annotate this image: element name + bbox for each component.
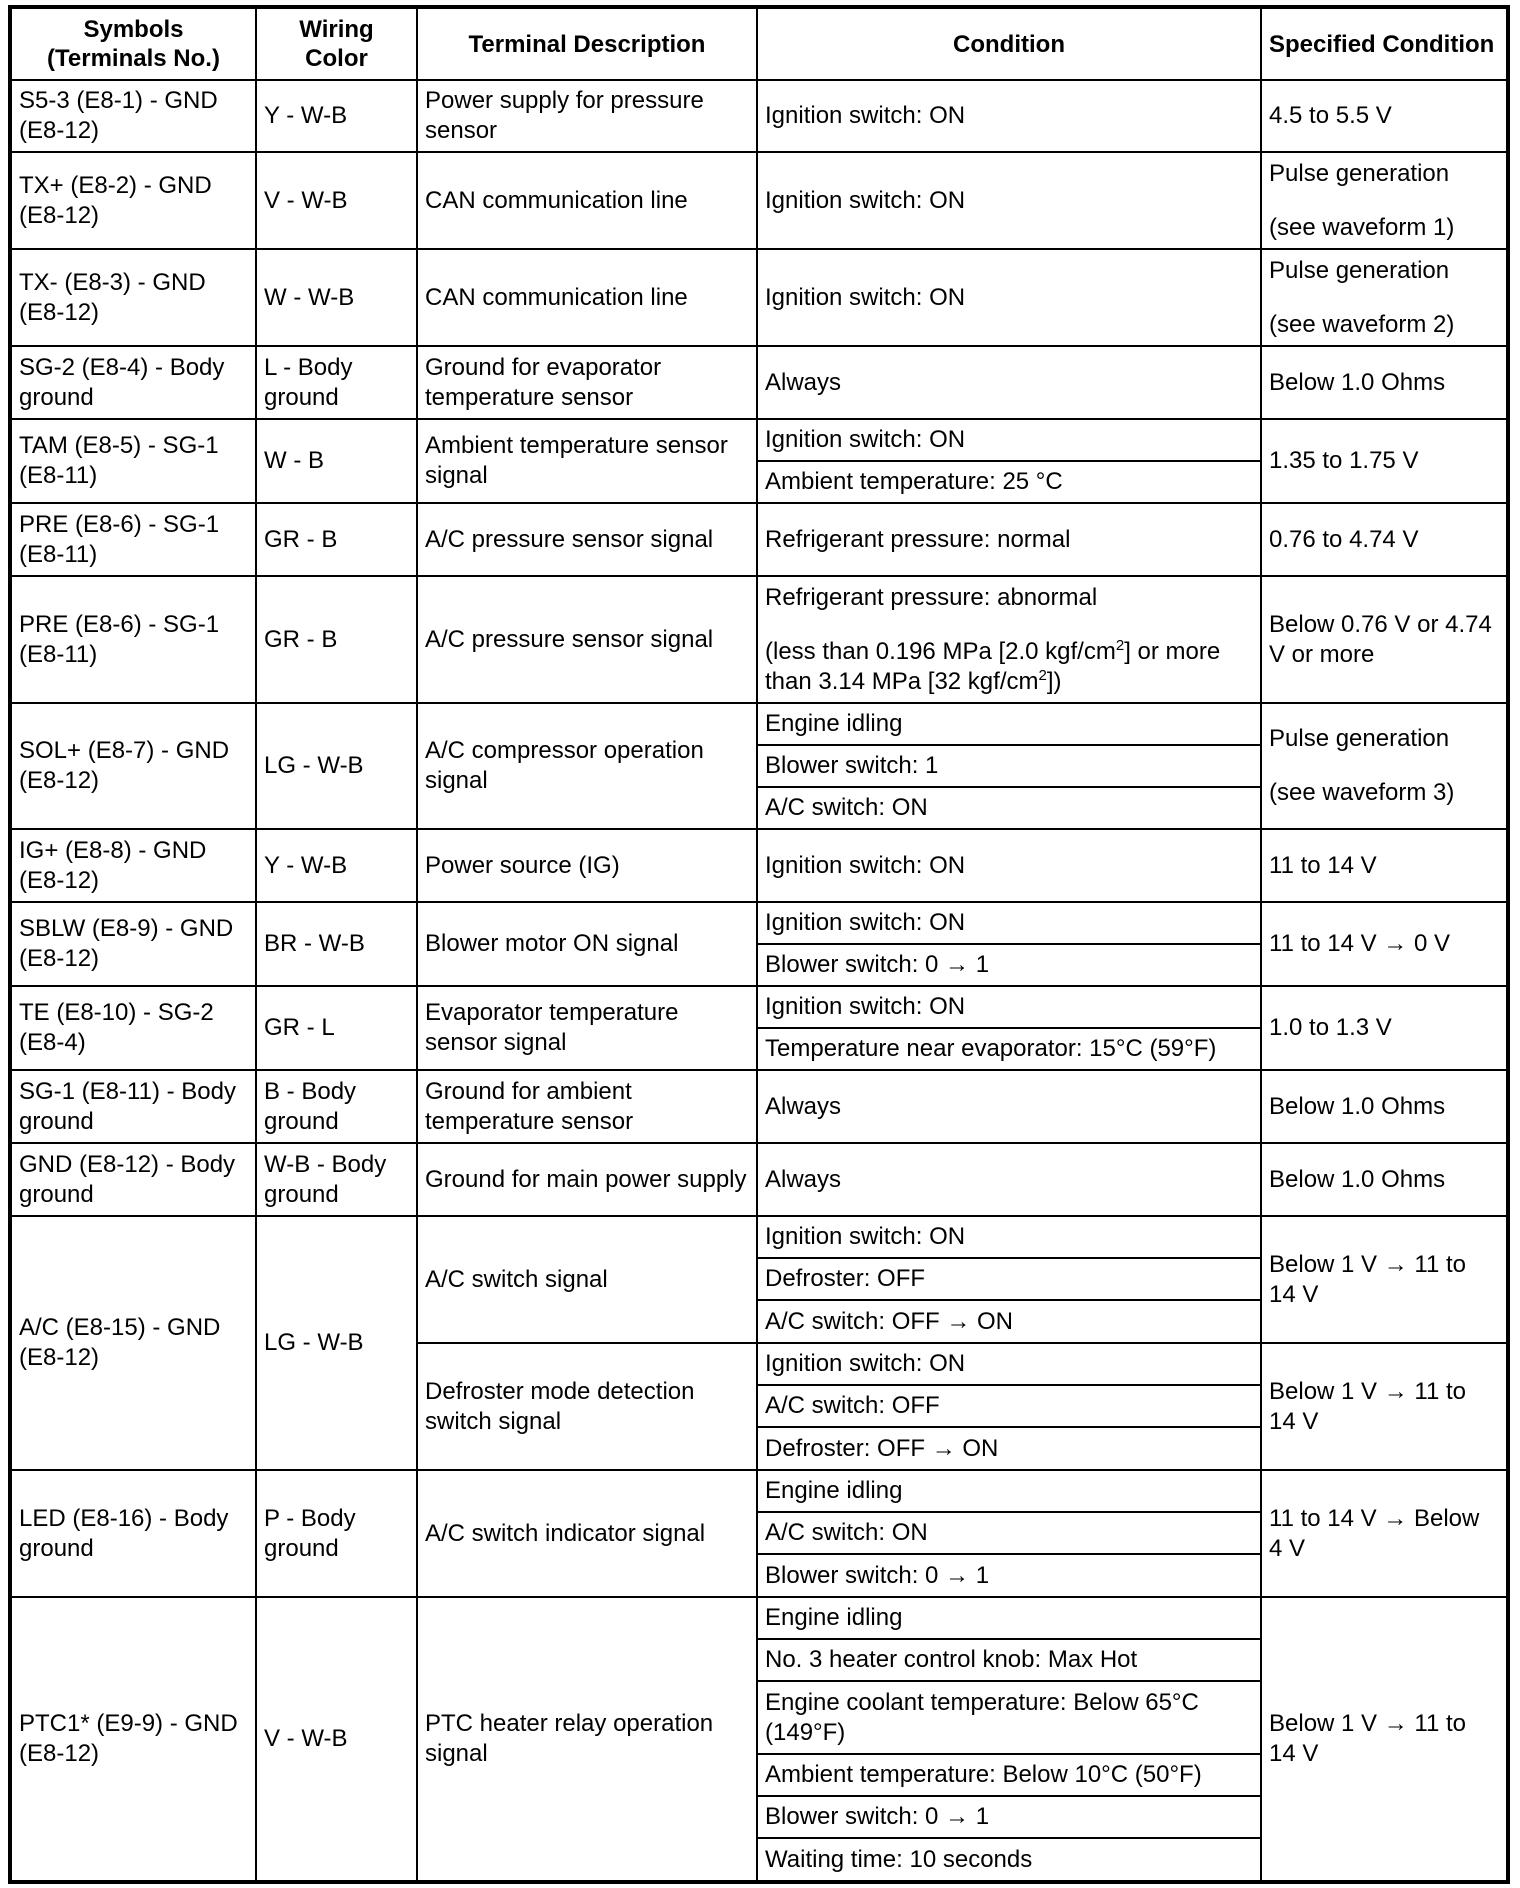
text-fragment: ] or more than 3.14 MPa [32 kgf/cm — [765, 637, 1221, 695]
header-wiring-color — [256, 7, 417, 80]
specified-condition-cell — [1261, 703, 1508, 829]
table-row — [10, 1597, 1508, 1639]
wiring-color-cell: GR - B — [256, 576, 417, 703]
symbols-cell: IG+ (E8-8) - GND (E8-12) — [10, 829, 256, 902]
table-row — [10, 80, 1508, 152]
cell-line: Refrigerant pressure: abnormal — [765, 583, 1098, 611]
condition-cell: Ignition switch: ON — [757, 80, 1261, 152]
cell-line: 0.76 to 4.74 V — [1269, 525, 1419, 553]
condition-cell: Ignition switch: ON — [757, 829, 1261, 902]
terminal-description-cell: CAN communication line — [417, 152, 757, 249]
specified-condition-cell — [1261, 152, 1508, 249]
terminal-description-cell: Power supply for pressure sensor — [417, 80, 757, 152]
specified-condition-cell — [1261, 986, 1508, 1070]
cell-line: 1.35 to 1.75 V — [1269, 447, 1419, 474]
terminal-description-cell: Ambient temperature sensor signal — [417, 419, 757, 503]
wiring-color-cell: V - W-B — [256, 1597, 417, 1882]
table-row — [10, 1216, 1508, 1258]
cell-line: Below 1.0 Ohms — [1269, 1165, 1446, 1193]
condition-cell: Ambient temperature: Below 10°C (50°F) — [757, 1754, 1261, 1796]
table-row — [10, 1143, 1508, 1216]
terminal-description-cell: A/C pressure sensor signal — [417, 503, 757, 576]
condition-cell: Engine idling — [757, 1597, 1261, 1639]
terminal-spec-table — [8, 5, 1510, 1884]
cell-line: 11 to 14 V — [1269, 851, 1377, 879]
condition-cell: Ignition switch: ON — [757, 419, 1261, 461]
specified-condition-cell — [1261, 1470, 1508, 1597]
terminal-description-cell: A/C switch signal — [417, 1216, 757, 1343]
cell-line: Below 1 V → 11 to 14 V — [1269, 1710, 1466, 1767]
symbols-cell: SG-1 (E8-11) - Body ground — [10, 1070, 256, 1143]
symbols-cell: A/C (E8-15) - GND (E8-12) — [10, 1216, 256, 1470]
condition-cell: A/C switch: ON — [757, 1512, 1261, 1554]
cell-line: Symbols — [83, 16, 184, 43]
condition-cell: Blower switch: 0 → 1 — [757, 1554, 1261, 1597]
table-row — [10, 1070, 1508, 1143]
cell-line: (see waveform 3) — [1269, 779, 1455, 806]
symbols-cell: TE (E8-10) - SG-2 (E8-4) — [10, 986, 256, 1070]
cell-line: (see waveform 1) — [1269, 213, 1455, 241]
condition-cell: Ignition switch: ON — [757, 902, 1261, 944]
symbols-cell: TX+ (E8-2) - GND (E8-12) — [10, 152, 256, 249]
specified-condition-cell — [1261, 80, 1508, 152]
cell-line: Color — [305, 45, 368, 72]
condition-cell: Ignition switch: ON — [757, 1343, 1261, 1385]
condition-cell: Temperature near evaporator: 15°C (59°F) — [757, 1028, 1261, 1070]
condition-cell: Defroster: OFF → ON — [757, 1427, 1261, 1470]
condition-cell: Ignition switch: ON — [757, 1216, 1261, 1258]
wiring-color-cell: GR - B — [256, 503, 417, 576]
table-row — [10, 1470, 1508, 1512]
wiring-color-cell: Y - W-B — [256, 829, 417, 902]
table-row — [10, 152, 1508, 249]
table-row — [10, 576, 1508, 703]
terminal-description-cell: Ground for ambient temperature sensor — [417, 1070, 757, 1143]
header-condition — [757, 7, 1261, 80]
terminal-description-cell: A/C pressure sensor signal — [417, 576, 757, 703]
specified-condition-cell — [1261, 1216, 1508, 1343]
cell-line: Wiring — [299, 16, 374, 43]
superscript: 2 — [1038, 666, 1047, 684]
condition-cell: Ignition switch: ON — [757, 249, 1261, 346]
condition-cell: Always — [757, 346, 1261, 419]
wiring-color-cell: L - Body ground — [256, 346, 417, 419]
condition-cell: Always — [757, 1070, 1261, 1143]
cell-line: Specified Condition — [1269, 30, 1495, 58]
header-row — [10, 7, 1508, 80]
header-symbols — [10, 7, 256, 80]
cell-line: Below 1.0 Ohms — [1269, 1092, 1446, 1120]
wiring-color-cell: LG - W-B — [256, 703, 417, 829]
condition-cell: Defroster: OFF — [757, 1258, 1261, 1300]
cell-line: Pulse generation — [1269, 159, 1450, 187]
specified-condition-cell — [1261, 1143, 1508, 1216]
terminal-description-cell: Ground for evaporator temperature sensor — [417, 346, 757, 419]
table-row — [10, 703, 1508, 745]
cell-line: Pulse generation — [1269, 725, 1450, 752]
terminal-description-cell: Blower motor ON signal — [417, 902, 757, 986]
condition-cell — [757, 576, 1261, 703]
superscript: 2 — [1115, 636, 1125, 654]
condition-cell: Engine idling — [757, 703, 1261, 745]
wiring-color-cell: P - Body ground — [256, 1470, 417, 1597]
wiring-color-cell: LG - W-B — [256, 1216, 417, 1470]
table-row — [10, 902, 1508, 944]
symbols-cell: S5-3 (E8-1) - GND (E8-12) — [10, 80, 256, 152]
terminal-description-cell: PTC heater relay operation signal — [417, 1597, 757, 1882]
terminal-description-cell: Power source (IG) — [417, 829, 757, 902]
cell-line: 11 to 14 V → 0 V — [1269, 930, 1450, 957]
symbols-cell: SBLW (E8-9) - GND (E8-12) — [10, 902, 256, 986]
specified-condition-cell — [1261, 249, 1508, 346]
specified-condition-cell — [1261, 419, 1508, 503]
wiring-color-cell: W - B — [256, 419, 417, 503]
cell-line: 4.5 to 5.5 V — [1269, 102, 1392, 129]
condition-cell: A/C switch: OFF → ON — [757, 1300, 1261, 1343]
wiring-color-cell: GR - L — [256, 986, 417, 1070]
symbols-cell: PRE (E8-6) - SG-1 (E8-11) — [10, 503, 256, 576]
specified-condition-cell — [1261, 829, 1508, 902]
specified-condition-cell — [1261, 576, 1508, 703]
wiring-color-cell: W - W-B — [256, 249, 417, 346]
cell-line: Pulse generation — [1269, 256, 1450, 284]
symbols-cell: PRE (E8-6) - SG-1 (E8-11) — [10, 576, 256, 703]
condition-cell: Ignition switch: ON — [757, 986, 1261, 1028]
table-row — [10, 829, 1508, 902]
cell-line: 1.0 to 1.3 V — [1269, 1014, 1392, 1041]
cell-line: (see waveform 2) — [1269, 310, 1455, 338]
terminal-description-cell: A/C compressor operation signal — [417, 703, 757, 829]
cell-line: Below 1 V → 11 to 14 V — [1269, 1377, 1466, 1435]
condition-cell: Always — [757, 1143, 1261, 1216]
symbols-cell: SG-2 (E8-4) - Body ground — [10, 346, 256, 419]
cell-line: 11 to 14 V → Below 4 V — [1269, 1504, 1480, 1562]
symbols-cell: LED (E8-16) - Body ground — [10, 1470, 256, 1597]
condition-cell: Engine coolant temperature: Below 65°C (149°F) — [757, 1681, 1261, 1754]
condition-cell: A/C switch: OFF — [757, 1385, 1261, 1427]
text-fragment: (less than 0.196 MPa [2.0 kgf/cm — [765, 637, 1116, 665]
terminal-description-cell: Defroster mode detection switch signal — [417, 1343, 757, 1470]
table-row — [10, 503, 1508, 576]
wiring-color-cell: W-B - Body ground — [256, 1143, 417, 1216]
table-row — [10, 249, 1508, 346]
cell-line: Condition — [953, 30, 1065, 58]
condition-cell: Waiting time: 10 seconds — [757, 1838, 1261, 1882]
header-specified-condition — [1261, 7, 1508, 80]
condition-cell: A/C switch: ON — [757, 787, 1261, 829]
table-row — [10, 419, 1508, 461]
cell-line: Below 1 V → 11 to 14 V — [1269, 1250, 1466, 1308]
wiring-color-cell: V - W-B — [256, 152, 417, 249]
symbols-cell: GND (E8-12) - Body ground — [10, 1143, 256, 1216]
cell-line: Below 0.76 V or 4.74 V or more — [1269, 610, 1492, 668]
condition-cell: Engine idling — [757, 1470, 1261, 1512]
specified-condition-cell — [1261, 346, 1508, 419]
symbols-cell: TAM (E8-5) - SG-1 (E8-11) — [10, 419, 256, 503]
terminal-description-cell: Evaporator temperature sensor signal — [417, 986, 757, 1070]
specified-condition-cell — [1261, 1070, 1508, 1143]
symbols-cell: SOL+ (E8-7) - GND (E8-12) — [10, 703, 256, 829]
specified-condition-cell — [1261, 1597, 1508, 1882]
cell-line: Terminal Description — [468, 30, 706, 58]
terminal-description-cell: Ground for main power supply — [417, 1143, 757, 1216]
symbols-cell: TX- (E8-3) - GND (E8-12) — [10, 249, 256, 346]
table-row — [10, 986, 1508, 1028]
specified-condition-cell — [1261, 902, 1508, 986]
text-fragment: ]) — [1046, 667, 1062, 695]
condition-cell: Ignition switch: ON — [757, 152, 1261, 249]
condition-cell: Blower switch: 0 → 1 — [757, 944, 1261, 986]
specified-condition-cell — [1261, 503, 1508, 576]
wiring-color-cell: B - Body ground — [256, 1070, 417, 1143]
cell-line — [765, 637, 1253, 697]
header-terminal-description — [417, 7, 757, 80]
condition-cell: Refrigerant pressure: normal — [757, 503, 1261, 576]
terminal-description-cell: A/C switch indicator signal — [417, 1470, 757, 1597]
condition-cell: Ambient temperature: 25 °C — [757, 461, 1261, 503]
wiring-color-cell: Y - W-B — [256, 80, 417, 152]
condition-cell: Blower switch: 0 → 1 — [757, 1796, 1261, 1838]
cell-line: (Terminals No.) — [47, 45, 220, 72]
table-row — [10, 346, 1508, 419]
condition-cell: No. 3 heater control knob: Max Hot — [757, 1639, 1261, 1681]
wiring-color-cell: BR - W-B — [256, 902, 417, 986]
symbols-cell: PTC1* (E9-9) - GND (E8-12) — [10, 1597, 256, 1882]
specified-condition-cell — [1261, 1343, 1508, 1470]
cell-line: Below 1.0 Ohms — [1269, 368, 1446, 396]
condition-cell: Blower switch: 1 — [757, 745, 1261, 787]
terminal-description-cell: CAN communication line — [417, 249, 757, 346]
